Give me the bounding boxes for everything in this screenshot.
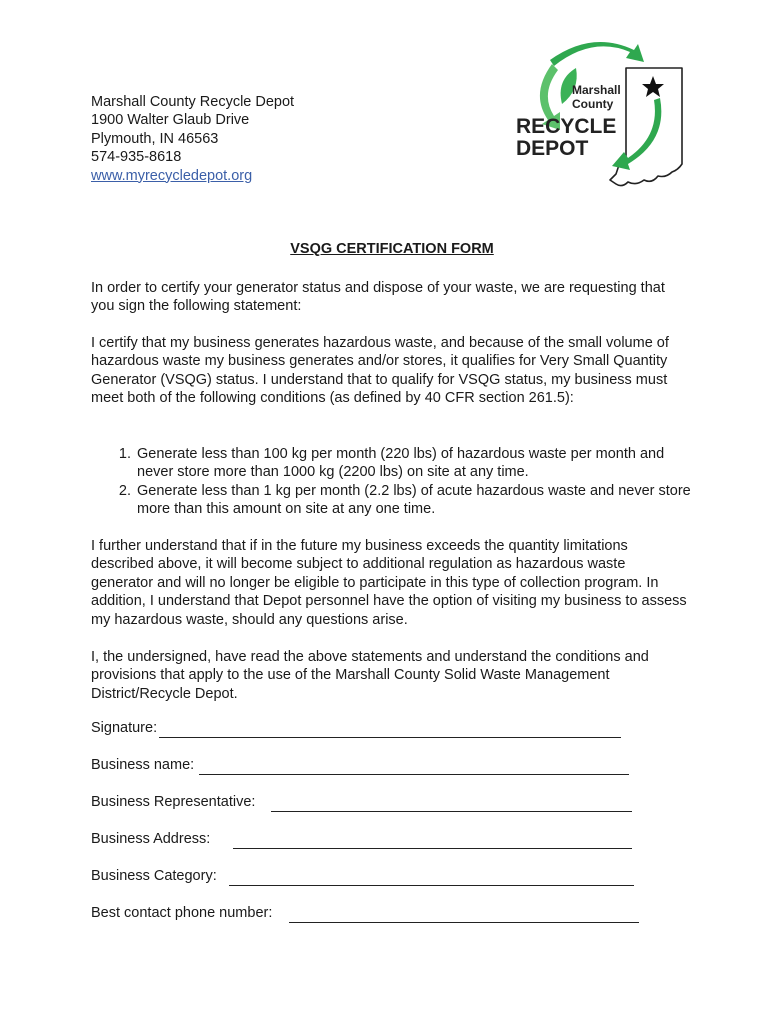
logo-line1: Marshall bbox=[572, 83, 621, 97]
contact-phone-line[interactable] bbox=[289, 922, 639, 923]
representative-field[interactable] bbox=[91, 794, 632, 814]
contact-phone-field[interactable] bbox=[91, 905, 639, 925]
business-name-label: Business name: bbox=[91, 757, 195, 773]
business-category-field[interactable] bbox=[91, 868, 634, 888]
business-category-label: Business Category: bbox=[91, 868, 217, 884]
org-name: Marshall County Recycle Depot bbox=[91, 94, 295, 110]
recycle-depot-logo bbox=[512, 38, 688, 190]
undersigned-paragraph: I, the undersigned, have read the above statements and understand the conditions and provisions that apply to the use of the Marshall County Solid Waste Management District/Recycle Depot. bbox=[91, 649, 649, 702]
representative-line[interactable] bbox=[271, 811, 632, 812]
intro-paragraph: In order to certify your generator status and dispose of your waste, we are requesting that you sign the following statement: bbox=[91, 280, 665, 315]
conditions-list bbox=[91, 445, 691, 519]
signature-line[interactable] bbox=[159, 737, 621, 738]
address-block bbox=[91, 93, 294, 185]
business-name-field[interactable] bbox=[91, 757, 629, 777]
business-name-line[interactable] bbox=[199, 774, 629, 775]
city-state-zip: Plymouth, IN 46563 bbox=[91, 130, 219, 147]
business-address-label: Business Address: bbox=[91, 831, 211, 847]
form-title: VSQG CERTIFICATION FORM bbox=[290, 241, 494, 257]
list-item: 1. Generate less than 100 kg per month (220 lbs) of hazardous waste per month and never store more than 1000 kg (2200 lbs) on site at any time. bbox=[135, 445, 691, 482]
logo-line4: DEPOT bbox=[516, 137, 589, 160]
contact-phone-label: Best contact phone number: bbox=[91, 905, 273, 921]
logo-line3: RECYCLE bbox=[516, 115, 617, 138]
website-link[interactable]: www.myrecycledepot.org bbox=[91, 167, 253, 184]
business-address-line[interactable] bbox=[233, 848, 632, 849]
signature-field[interactable] bbox=[91, 720, 621, 740]
business-address-field[interactable] bbox=[91, 831, 632, 851]
certify-paragraph: I certify that my business generates hazardous waste, and because of the small volume of hazardous waste my business generates and/or stores, it qualifies for Very Small Quantity Generator (VSQG) status. I understand that to qualify for VSQG status, my business must meet both of the following conditions (as defined by 40 CFR section 261.5): bbox=[91, 335, 669, 407]
street-address: 1900 Walter Glaub Drive bbox=[91, 112, 250, 129]
recycle-arrow-right-icon bbox=[612, 98, 661, 170]
signature-label: Signature: bbox=[91, 720, 158, 736]
representative-label: Business Representative: bbox=[91, 794, 256, 810]
recycle-arrow-top-icon bbox=[550, 42, 644, 66]
phone-number: 574-935-8618 bbox=[91, 149, 182, 166]
list-item: 2. Generate less than 1 kg per month (2.2 lbs) of acute hazardous waste and never store more than this amount on site at any one time. bbox=[135, 482, 691, 519]
star-icon bbox=[642, 76, 664, 97]
understand-paragraph: I further understand that if in the future my business exceeds the quantity limitations described above, it will become subject to additional regulation as hazardous waste generator and will no longer be eligible to participate in this type of collection program. In addition, I understand that Depot personnel have the option of visiting my business to assess my hazardous waste, should any questions arise. bbox=[91, 538, 687, 628]
business-category-line[interactable] bbox=[229, 885, 634, 886]
logo-line2: County bbox=[572, 97, 614, 111]
